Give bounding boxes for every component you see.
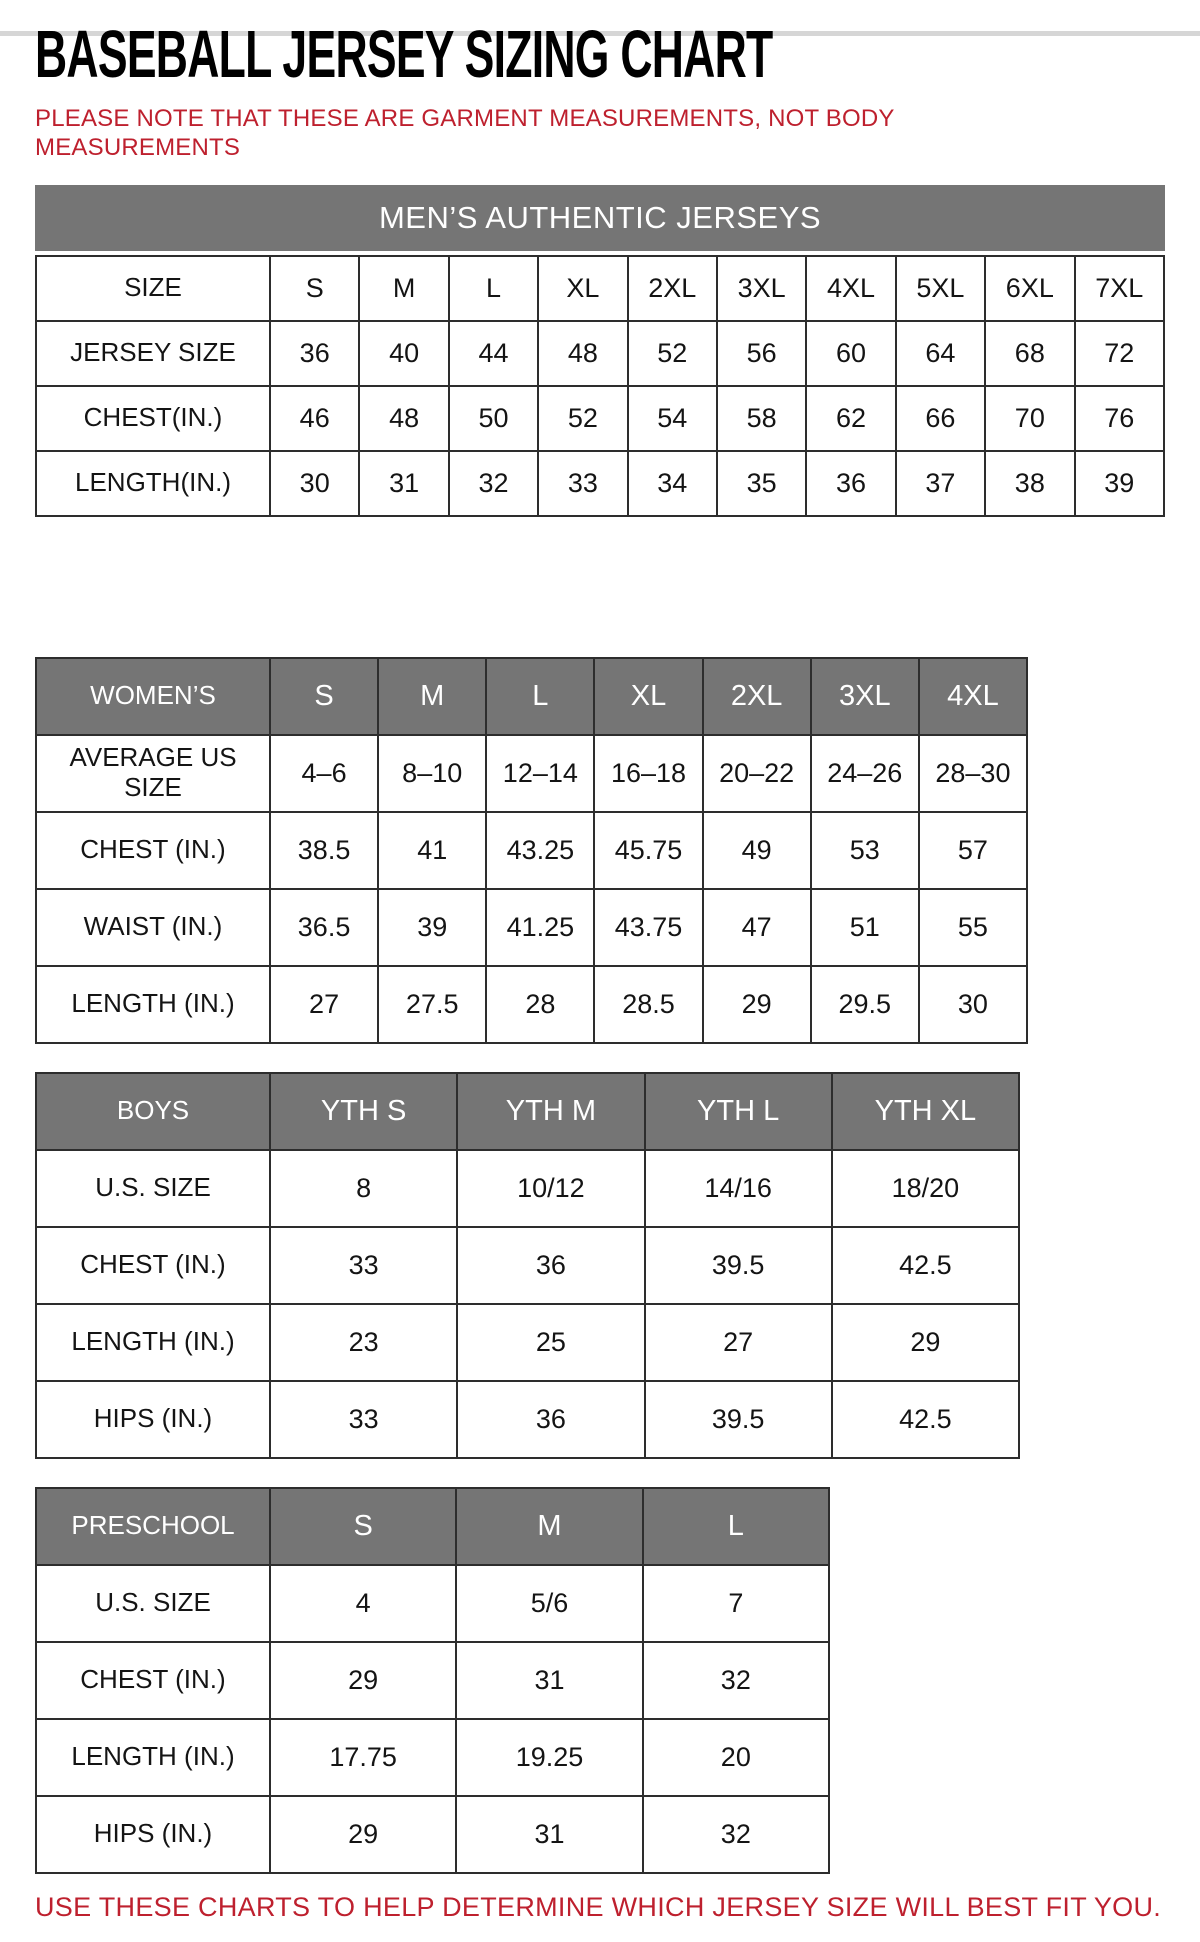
womens-header-s: S <box>270 658 378 735</box>
womens-row-length-in <box>36 966 1027 1043</box>
boys-header-yth-xl: YTH XL <box>832 1073 1019 1150</box>
womens-row-label-waist-in: WAIST (IN.) <box>36 889 270 966</box>
preschool-header-row <box>36 1488 829 1565</box>
boys-chest-in-cell-0: 33 <box>270 1227 457 1304</box>
womens-average-us-size-cell-1: 8–10 <box>378 735 486 812</box>
womens-chest-in-cell-3: 45.75 <box>594 812 702 889</box>
page-title: BASEBALL JERSEY SIZING CHART <box>35 16 773 92</box>
boys-length-in-cell-3: 29 <box>832 1304 1019 1381</box>
preschool-header-label: PRESCHOOL <box>36 1488 270 1565</box>
garment-measurement-note: PLEASE NOTE THAT THESE ARE GARMENT MEASUREMENTS, NOT BODY MEASUREMENTS <box>35 105 895 162</box>
boys-hips-in-cell-3: 42.5 <box>832 1381 1019 1458</box>
mens-jersey-size-cell-3: 48 <box>538 321 627 386</box>
preschool-row-chest-in <box>36 1642 829 1719</box>
preschool-row-label-chest-in: CHEST (IN.) <box>36 1642 270 1719</box>
boys-hips-in-cell-1: 36 <box>457 1381 644 1458</box>
womens-length-in-cell-3: 28.5 <box>594 966 702 1043</box>
womens-length-in-cell-4: 29 <box>703 966 811 1043</box>
page-content <box>0 16 1200 1923</box>
womens-header-row <box>36 658 1027 735</box>
womens-sizing-table <box>35 657 1028 1044</box>
womens-header-2xl: 2XL <box>703 658 811 735</box>
womens-waist-in-cell-5: 51 <box>811 889 919 966</box>
womens-waist-in-cell-6: 55 <box>919 889 1027 966</box>
womens-average-us-size-cell-0: 4–6 <box>270 735 378 812</box>
mens-jersey-size-cell-1: 40 <box>359 321 448 386</box>
womens-chest-in-cell-1: 41 <box>378 812 486 889</box>
boys-chest-in-cell-1: 36 <box>457 1227 644 1304</box>
mens-chest-in-cell-6: 62 <box>806 386 895 451</box>
mens-size-cell-9: 7XL <box>1075 256 1164 321</box>
mens-length-in-cell-3: 33 <box>538 451 627 516</box>
mens-jersey-size-cell-5: 56 <box>717 321 806 386</box>
mens-length-in-cell-4: 34 <box>628 451 717 516</box>
mens-row-label-length-in: LENGTH(IN.) <box>36 451 270 516</box>
mens-chest-in-cell-0: 46 <box>270 386 359 451</box>
mens-chest-in-cell-5: 58 <box>717 386 806 451</box>
mens-size-cell-1: M <box>359 256 448 321</box>
preschool-length-in-cell-0: 17.75 <box>270 1719 456 1796</box>
preschool-sizing-table <box>35 1487 830 1874</box>
womens-average-us-size-cell-4: 20–22 <box>703 735 811 812</box>
mens-size-cell-5: 3XL <box>717 256 806 321</box>
preschool-row-label-length-in: LENGTH (IN.) <box>36 1719 270 1796</box>
boys-header-label: BOYS <box>36 1073 270 1150</box>
preschool-row-length-in <box>36 1719 829 1796</box>
womens-row-waist-in <box>36 889 1027 966</box>
boys-sizing-table <box>35 1072 1020 1459</box>
preschool-length-in-cell-1: 19.25 <box>456 1719 642 1796</box>
preschool-row-label-hips-in: HIPS (IN.) <box>36 1796 270 1873</box>
mens-row-jersey-size <box>36 321 1164 386</box>
womens-sizing-table-wrap <box>35 657 1165 1044</box>
mens-sizing-table <box>35 255 1165 517</box>
boys-u-s-size-cell-1: 10/12 <box>457 1150 644 1227</box>
preschool-chest-in-cell-2: 32 <box>643 1642 829 1719</box>
womens-header-l: L <box>486 658 594 735</box>
mens-size-cell-2: L <box>449 256 538 321</box>
mens-length-in-cell-1: 31 <box>359 451 448 516</box>
preschool-header-l: L <box>643 1488 829 1565</box>
mens-authentic-jerseys-banner: MEN’S AUTHENTIC JERSEYS <box>35 185 1165 251</box>
mens-length-in-cell-7: 37 <box>896 451 985 516</box>
womens-length-in-cell-0: 27 <box>270 966 378 1043</box>
boys-row-label-chest-in: CHEST (IN.) <box>36 1227 270 1304</box>
preschool-sizing-table-wrap <box>35 1487 1165 1874</box>
womens-header-3xl: 3XL <box>811 658 919 735</box>
womens-row-average-us-size <box>36 735 1027 812</box>
boys-u-s-size-cell-3: 18/20 <box>832 1150 1019 1227</box>
womens-waist-in-cell-4: 47 <box>703 889 811 966</box>
womens-average-us-size-cell-6: 28–30 <box>919 735 1027 812</box>
womens-header-xl: XL <box>594 658 702 735</box>
preschool-hips-in-cell-1: 31 <box>456 1796 642 1873</box>
womens-header-label: WOMEN’S <box>36 658 270 735</box>
mens-length-in-cell-6: 36 <box>806 451 895 516</box>
preschool-row-u-s-size <box>36 1565 829 1642</box>
boys-row-length-in <box>36 1304 1019 1381</box>
mens-row-chest-in <box>36 386 1164 451</box>
footer-note: USE THESE CHARTS TO HELP DETERMINE WHICH JERSEY SIZE WILL BEST FIT YOU. <box>35 1891 1162 1922</box>
boys-chest-in-cell-3: 42.5 <box>832 1227 1019 1304</box>
womens-row-label-chest-in: CHEST (IN.) <box>36 812 270 889</box>
preschool-header-s: S <box>270 1488 456 1565</box>
mens-length-in-cell-2: 32 <box>449 451 538 516</box>
womens-chest-in-cell-2: 43.25 <box>486 812 594 889</box>
mens-chest-in-cell-2: 50 <box>449 386 538 451</box>
boys-hips-in-cell-2: 39.5 <box>645 1381 832 1458</box>
mens-size-cell-8: 6XL <box>985 256 1074 321</box>
womens-chest-in-cell-0: 38.5 <box>270 812 378 889</box>
womens-chest-in-cell-6: 57 <box>919 812 1027 889</box>
boys-row-hips-in <box>36 1381 1019 1458</box>
preschool-u-s-size-cell-2: 7 <box>643 1565 829 1642</box>
womens-row-label-length-in: LENGTH (IN.) <box>36 966 270 1043</box>
womens-length-in-cell-6: 30 <box>919 966 1027 1043</box>
boys-u-s-size-cell-0: 8 <box>270 1150 457 1227</box>
womens-header-m: M <box>378 658 486 735</box>
womens-chest-in-cell-5: 53 <box>811 812 919 889</box>
mens-size-cell-3: XL <box>538 256 627 321</box>
preschool-chest-in-cell-0: 29 <box>270 1642 456 1719</box>
womens-waist-in-cell-2: 41.25 <box>486 889 594 966</box>
womens-average-us-size-cell-2: 12–14 <box>486 735 594 812</box>
mens-row-label-jersey-size: JERSEY SIZE <box>36 321 270 386</box>
womens-row-chest-in <box>36 812 1027 889</box>
womens-length-in-cell-2: 28 <box>486 966 594 1043</box>
boys-header-yth-m: YTH M <box>457 1073 644 1150</box>
boys-sizing-table-wrap <box>35 1072 1165 1459</box>
boys-row-u-s-size <box>36 1150 1019 1227</box>
mens-chest-in-cell-8: 70 <box>985 386 1074 451</box>
boys-length-in-cell-0: 23 <box>270 1304 457 1381</box>
womens-chest-in-cell-4: 49 <box>703 812 811 889</box>
mens-length-in-cell-5: 35 <box>717 451 806 516</box>
mens-chest-in-cell-9: 76 <box>1075 386 1164 451</box>
boys-header-yth-s: YTH S <box>270 1073 457 1150</box>
womens-average-us-size-cell-3: 16–18 <box>594 735 702 812</box>
mens-row-size <box>36 256 1164 321</box>
mens-chest-in-cell-3: 52 <box>538 386 627 451</box>
boys-length-in-cell-1: 25 <box>457 1304 644 1381</box>
mens-sizing-table-wrap <box>35 255 1165 517</box>
mens-length-in-cell-9: 39 <box>1075 451 1164 516</box>
boys-length-in-cell-2: 27 <box>645 1304 832 1381</box>
mens-jersey-size-cell-2: 44 <box>449 321 538 386</box>
boys-chest-in-cell-2: 39.5 <box>645 1227 832 1304</box>
womens-length-in-cell-1: 27.5 <box>378 966 486 1043</box>
boys-row-label-u-s-size: U.S. SIZE <box>36 1150 270 1227</box>
womens-average-us-size-cell-5: 24–26 <box>811 735 919 812</box>
womens-header-4xl: 4XL <box>919 658 1027 735</box>
mens-size-cell-4: 2XL <box>628 256 717 321</box>
preschool-u-s-size-cell-1: 5/6 <box>456 1565 642 1642</box>
mens-length-in-cell-0: 30 <box>270 451 359 516</box>
boys-header-yth-l: YTH L <box>645 1073 832 1150</box>
womens-waist-in-cell-3: 43.75 <box>594 889 702 966</box>
mens-size-cell-6: 4XL <box>806 256 895 321</box>
mens-row-label-size: SIZE <box>36 256 270 321</box>
mens-chest-in-cell-1: 48 <box>359 386 448 451</box>
mens-jersey-size-cell-0: 36 <box>270 321 359 386</box>
mens-row-length-in <box>36 451 1164 516</box>
boys-header-row <box>36 1073 1019 1150</box>
womens-row-label-average-us-size: AVERAGE US SIZE <box>36 735 270 812</box>
mens-chest-in-cell-4: 54 <box>628 386 717 451</box>
mens-chest-in-cell-7: 66 <box>896 386 985 451</box>
mens-jersey-size-cell-6: 60 <box>806 321 895 386</box>
mens-jersey-size-cell-4: 52 <box>628 321 717 386</box>
preschool-length-in-cell-2: 20 <box>643 1719 829 1796</box>
boys-u-s-size-cell-2: 14/16 <box>645 1150 832 1227</box>
boys-row-label-length-in: LENGTH (IN.) <box>36 1304 270 1381</box>
womens-waist-in-cell-1: 39 <box>378 889 486 966</box>
boys-hips-in-cell-0: 33 <box>270 1381 457 1458</box>
preschool-chest-in-cell-1: 31 <box>456 1642 642 1719</box>
mens-row-label-chest-in: CHEST(IN.) <box>36 386 270 451</box>
preschool-header-m: M <box>456 1488 642 1565</box>
mens-jersey-size-cell-9: 72 <box>1075 321 1164 386</box>
preschool-hips-in-cell-2: 32 <box>643 1796 829 1873</box>
mens-size-cell-7: 5XL <box>896 256 985 321</box>
preschool-row-hips-in <box>36 1796 829 1873</box>
mens-size-cell-0: S <box>270 256 359 321</box>
preschool-hips-in-cell-0: 29 <box>270 1796 456 1873</box>
mens-jersey-size-cell-7: 64 <box>896 321 985 386</box>
boys-row-chest-in <box>36 1227 1019 1304</box>
boys-row-label-hips-in: HIPS (IN.) <box>36 1381 270 1458</box>
womens-length-in-cell-5: 29.5 <box>811 966 919 1043</box>
mens-length-in-cell-8: 38 <box>985 451 1074 516</box>
preschool-u-s-size-cell-0: 4 <box>270 1565 456 1642</box>
preschool-row-label-u-s-size: U.S. SIZE <box>36 1565 270 1642</box>
mens-jersey-size-cell-8: 68 <box>985 321 1074 386</box>
womens-waist-in-cell-0: 36.5 <box>270 889 378 966</box>
